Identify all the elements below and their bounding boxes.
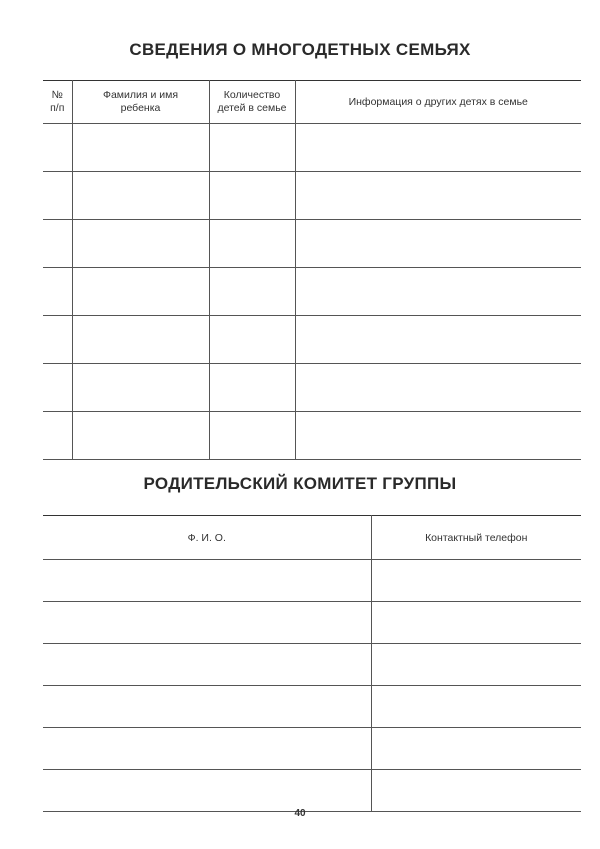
table-header-row: [43, 81, 581, 124]
table-cell: [371, 770, 581, 812]
table-cell: [295, 268, 581, 316]
table-cell: [43, 728, 371, 770]
table-cell: [371, 560, 581, 602]
large-families-table: [43, 80, 581, 460]
table-cell: [295, 364, 581, 412]
table-cell: [43, 644, 371, 686]
table-cell: [43, 602, 371, 644]
table-cell: [72, 364, 209, 412]
column-header-number: № п/п: [43, 81, 72, 124]
table-cell: [43, 316, 72, 364]
table-cell: [209, 316, 295, 364]
table-cell: [43, 686, 371, 728]
table-cell: [43, 124, 72, 172]
table-cell: [43, 172, 72, 220]
section-title-large-families: СВЕДЕНИЯ О МНОГОДЕТНЫХ СЕМЬЯХ: [129, 40, 471, 59]
table-row: [43, 560, 581, 602]
table-cell: [209, 364, 295, 412]
table-cell: [209, 412, 295, 460]
table-header-row: [43, 516, 581, 560]
table-cell: [72, 412, 209, 460]
table-row: [43, 602, 581, 644]
table-row: [43, 644, 581, 686]
table-cell: [209, 220, 295, 268]
table-cell: [43, 412, 72, 460]
column-header-other-children-info: Информация о других детях в семье: [295, 81, 581, 124]
table-cell: [72, 268, 209, 316]
table-cell: [371, 644, 581, 686]
table-cell: [295, 412, 581, 460]
column-header-children-count: Количество детей в семье: [209, 81, 295, 124]
table-cell: [209, 124, 295, 172]
column-header-full-name: Ф. И. О.: [43, 516, 371, 560]
table-cell: [295, 172, 581, 220]
table-cell: [371, 728, 581, 770]
table-cell: [295, 220, 581, 268]
table-cell: [295, 124, 581, 172]
table-row: [43, 124, 581, 172]
table-row: [43, 770, 581, 812]
table-row: [43, 268, 581, 316]
table-cell: [72, 220, 209, 268]
table-cell: [371, 686, 581, 728]
table-cell: [43, 364, 72, 412]
table-row: [43, 220, 581, 268]
column-header-contact-phone: Контактный телефон: [425, 531, 528, 544]
table-cell: [43, 268, 72, 316]
table-row: [43, 412, 581, 460]
table-cell: [295, 316, 581, 364]
parent-committee-table: [43, 515, 581, 812]
column-header-child-name: Фамилия и имя ребенка: [72, 81, 209, 124]
table-row: [43, 728, 581, 770]
table-row: [43, 686, 581, 728]
table-cell: [43, 220, 72, 268]
table-cell: [72, 172, 209, 220]
table-cell: [209, 268, 295, 316]
page-number: 40: [294, 808, 306, 819]
table-cell: [72, 316, 209, 364]
table-cell: [209, 172, 295, 220]
table-row: [43, 172, 581, 220]
table-row: [43, 364, 581, 412]
table-cell: [72, 124, 209, 172]
table-cell: [371, 602, 581, 644]
table-row: [43, 316, 581, 364]
table-cell: [43, 560, 371, 602]
table-cell: [43, 770, 371, 812]
section-title-parent-committee: РОДИТЕЛЬСКИЙ КОМИТЕТ ГРУППЫ: [143, 474, 457, 493]
